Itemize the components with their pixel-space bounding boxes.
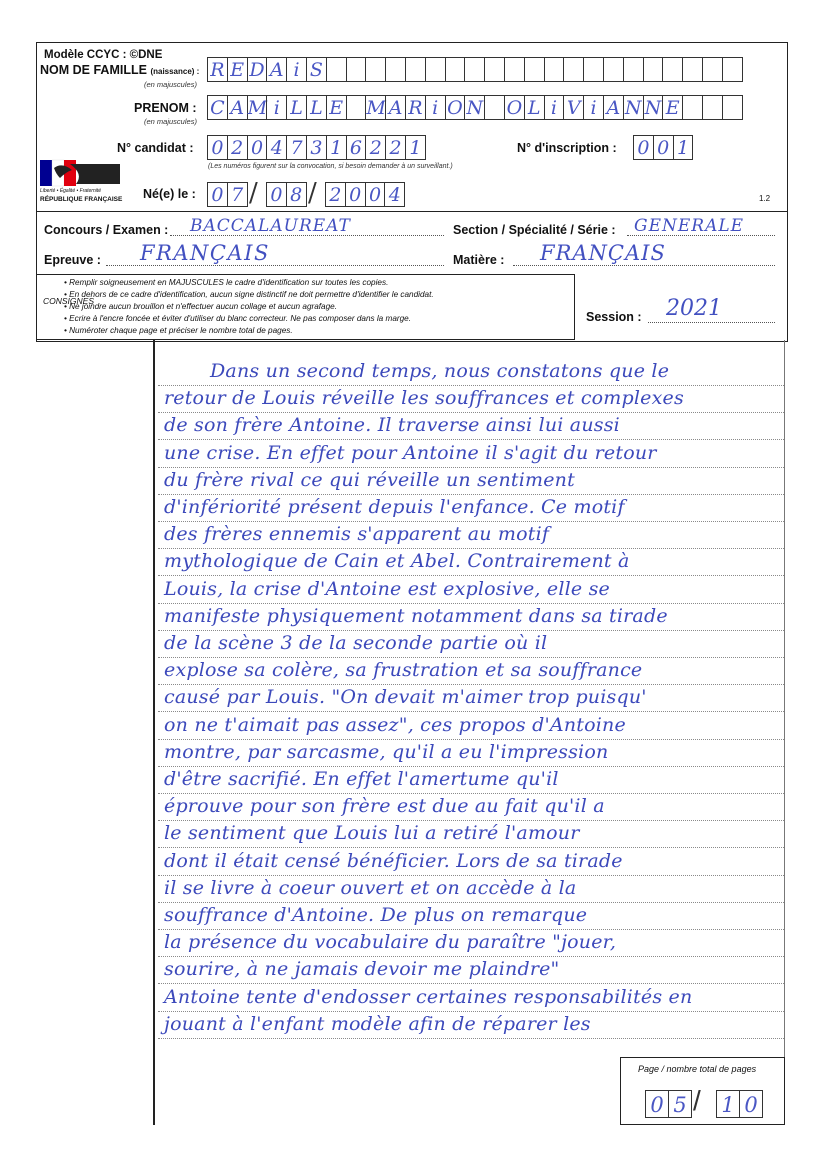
handwritten-line: éprouve pour son frère est due au fait qu'il a xyxy=(164,795,605,818)
char-cell[interactable] xyxy=(484,57,505,82)
char-cell[interactable]: 0 xyxy=(247,135,268,160)
page-current-digit[interactable]: 0 xyxy=(645,1090,669,1118)
concours-label: Concours / Examen : xyxy=(44,223,169,237)
handwritten-line: Antoine tente d'endosser certaines responsabilités en xyxy=(164,985,693,1008)
char-cell[interactable]: 2 xyxy=(325,182,346,207)
handwritten-line: Dans un second temps, nous constatons que le xyxy=(210,360,670,382)
page-separator: / xyxy=(693,1085,701,1116)
handwritten-line: du frère rival ce qui réveille un sentiment xyxy=(164,468,575,491)
char-cell[interactable]: 0 xyxy=(266,182,287,207)
char-cell[interactable]: S xyxy=(306,57,327,82)
section-value: GENERALE xyxy=(634,216,745,236)
char-cell[interactable] xyxy=(524,57,545,82)
ruled-line xyxy=(158,439,784,440)
char-cell[interactable]: 3 xyxy=(306,135,327,160)
char-cell[interactable]: N xyxy=(623,95,644,120)
page-label: Page / nombre total de pages xyxy=(638,1064,757,1074)
page-total-digit[interactable]: 1 xyxy=(716,1090,740,1118)
republic-motto: Liberté • Égalité • Fraternité xyxy=(40,188,102,194)
char-cell[interactable]: E xyxy=(227,57,248,82)
char-cell[interactable] xyxy=(346,95,367,120)
handwritten-line: souffrance d'Antoine. De plus on remarque xyxy=(164,904,588,926)
char-cell[interactable] xyxy=(346,57,367,82)
prenom-sub: (en majuscules) xyxy=(144,117,197,126)
char-cell[interactable]: i xyxy=(266,95,287,120)
ruled-line xyxy=(158,929,784,930)
nom-label-suffix: (naissance) : xyxy=(150,67,200,76)
nom-label-text: NOM DE FAMILLE xyxy=(40,63,147,77)
page-total-digit[interactable]: 0 xyxy=(739,1090,763,1118)
char-cell[interactable]: D xyxy=(247,57,268,82)
consigne-item: • Numéroter chaque page et préciser le nombre total de pages. xyxy=(64,326,293,335)
char-cell[interactable]: A xyxy=(603,95,624,120)
ruled-line xyxy=(158,1011,784,1012)
prenom-label: PRENOM : xyxy=(134,101,197,115)
republic-name: RÉPUBLIQUE FRANÇAISE xyxy=(40,196,123,203)
ruled-line xyxy=(158,793,784,794)
dob-day-field[interactable] xyxy=(207,182,247,207)
matiere-label: Matière : xyxy=(453,253,505,267)
session-line xyxy=(648,322,775,323)
char-cell[interactable]: 2 xyxy=(385,135,406,160)
char-cell[interactable] xyxy=(464,57,485,82)
handwritten-line: il se livre à coeur ouvert et on accède à la xyxy=(164,876,577,899)
epreuve-label: Epreuve : xyxy=(44,253,101,267)
ruled-line xyxy=(158,983,784,984)
matiere-value: FRANÇAIS xyxy=(540,241,666,265)
epreuve-line xyxy=(106,265,444,266)
handwritten-line: explose sa colère, sa frustration et sa souffrance xyxy=(164,659,643,682)
char-cell[interactable] xyxy=(682,95,703,120)
char-cell[interactable] xyxy=(385,57,406,82)
char-cell[interactable] xyxy=(445,57,466,82)
ruled-line xyxy=(158,603,784,604)
ruled-line xyxy=(158,739,784,740)
char-cell[interactable] xyxy=(662,57,683,82)
handwritten-line: une crise. En effet pour Antoine il s'agit du retour xyxy=(164,441,657,464)
char-cell[interactable] xyxy=(643,57,664,82)
char-cell[interactable] xyxy=(623,57,644,82)
handwritten-line: montre, par sarcasme, qu'il a eu l'impression xyxy=(164,740,609,763)
handwritten-line: de son frère Antoine. Il traverse ainsi lui aussi xyxy=(164,414,620,437)
concours-value: BACCALAUREAT xyxy=(190,216,351,236)
candidat-field[interactable] xyxy=(207,135,425,160)
handwritten-line: sourire, à ne jamais devoir me plaindre" xyxy=(164,958,560,981)
dob-month-field[interactable] xyxy=(266,182,306,207)
char-cell[interactable]: i xyxy=(583,95,604,120)
ruled-line xyxy=(158,657,784,658)
char-cell[interactable]: i xyxy=(425,95,446,120)
ruled-line xyxy=(158,467,784,468)
char-cell[interactable]: O xyxy=(504,95,525,120)
char-cell[interactable] xyxy=(504,57,525,82)
handwritten-line: la présence du vocabulaire du paraître "jouer, xyxy=(164,931,617,954)
char-cell[interactable] xyxy=(563,57,584,82)
ruled-line xyxy=(158,820,784,821)
handwritten-line: jouant à l'enfant modèle afin de réparer les xyxy=(164,1012,591,1035)
nom-field[interactable] xyxy=(207,57,742,82)
ruled-line xyxy=(158,956,784,957)
nom-sub: (en majuscules) xyxy=(144,80,197,89)
char-cell[interactable]: L xyxy=(524,95,545,120)
char-cell[interactable]: 4 xyxy=(266,135,287,160)
char-cell[interactable]: 8 xyxy=(286,182,307,207)
dob-separator-2: / xyxy=(308,178,317,208)
ruled-line xyxy=(158,711,784,712)
char-cell[interactable]: E xyxy=(326,95,347,120)
char-cell[interactable]: 6 xyxy=(346,135,367,160)
char-cell[interactable] xyxy=(544,57,565,82)
char-cell[interactable]: O xyxy=(445,95,466,120)
char-cell[interactable]: 0 xyxy=(207,135,228,160)
char-cell[interactable] xyxy=(722,95,743,120)
nom-label xyxy=(40,63,199,77)
handwritten-line: d'être sacrifié. En effet l'amertume qu'il xyxy=(164,768,559,790)
handwritten-line: le sentiment que Louis lui a retiré l'amour xyxy=(164,822,580,845)
char-cell[interactable]: N xyxy=(643,95,664,120)
page-current-digit[interactable]: 5 xyxy=(668,1090,692,1118)
char-cell[interactable]: 1 xyxy=(405,135,426,160)
char-cell[interactable]: N xyxy=(464,95,485,120)
session-value: 2021 xyxy=(666,296,722,321)
epreuve-value: FRANÇAIS xyxy=(140,241,270,265)
consigne-item: • Ecrire à l'encre foncée et éviter d'utiliser du blanc correcteur. Ne pas composer dans la marge. xyxy=(64,314,411,323)
char-cell[interactable]: A xyxy=(266,57,287,82)
ruled-line xyxy=(158,494,784,495)
prenom-field[interactable] xyxy=(207,95,742,120)
handwritten-line: mythologique de Cain et Abel. Contrairement à xyxy=(164,550,630,573)
char-cell[interactable]: 2 xyxy=(365,135,386,160)
ruled-line xyxy=(158,521,784,522)
handwritten-line: causé par Louis. "On devait m'aimer trop puisqu' xyxy=(164,686,647,709)
char-cell[interactable]: 0 xyxy=(207,182,228,207)
header-divider xyxy=(36,211,788,212)
consigne-item: • En dehors de ce cadre d'identification, aucun signe distinctif ne doit permettre d'identifier le candidat. xyxy=(64,290,434,299)
char-cell[interactable]: 7 xyxy=(227,182,248,207)
handwritten-line: manifeste physiquement notamment dans sa tirade xyxy=(164,604,668,627)
char-cell[interactable] xyxy=(365,57,386,82)
char-cell[interactable]: 2 xyxy=(227,135,248,160)
char-cell[interactable]: 0 xyxy=(653,135,674,160)
char-cell[interactable]: 0 xyxy=(633,135,654,160)
handwritten-line: d'infériorité présent depuis l'enfance. Ce motif xyxy=(164,496,625,518)
dob-separator-1: / xyxy=(249,178,258,208)
char-cell[interactable] xyxy=(326,57,347,82)
handwritten-line: on ne t'aimait pas assez", ces propos d'Antoine xyxy=(164,713,626,736)
inscription-field[interactable] xyxy=(633,135,692,160)
char-cell[interactable]: M xyxy=(366,97,386,119)
ruled-line xyxy=(158,875,784,876)
char-cell[interactable] xyxy=(682,57,703,82)
char-cell[interactable] xyxy=(603,57,624,82)
ruled-line xyxy=(158,766,784,767)
candidat-label: N° candidat : xyxy=(117,141,194,155)
char-cell[interactable] xyxy=(702,95,723,120)
char-cell[interactable]: 4 xyxy=(384,182,405,207)
dob-year-field[interactable] xyxy=(325,182,404,207)
char-cell[interactable]: 1 xyxy=(673,135,694,160)
char-cell[interactable] xyxy=(722,57,743,82)
char-cell[interactable]: i xyxy=(544,95,565,120)
model-label: Modèle CCYC : ©DNE xyxy=(44,49,163,61)
ruled-line xyxy=(158,412,784,413)
char-cell[interactable] xyxy=(405,57,426,82)
char-cell[interactable]: 0 xyxy=(365,182,386,207)
char-cell[interactable]: C xyxy=(207,95,228,120)
inscription-label: N° d'inscription : xyxy=(517,141,617,155)
char-cell[interactable]: E xyxy=(662,95,683,120)
char-cell[interactable]: i xyxy=(286,57,307,82)
char-cell[interactable] xyxy=(583,57,604,82)
char-cell[interactable] xyxy=(425,57,446,82)
handwritten-line: de la scène 3 de la seconde partie où il xyxy=(164,632,548,654)
marianne-icon xyxy=(40,158,124,188)
consigne-item: • Remplir soigneusement en MAJUSCULES le cadre d'identification sur toutes les copies. xyxy=(64,278,389,287)
margin-line xyxy=(153,340,155,1125)
section-label: Section / Spécialité / Série : xyxy=(453,223,616,237)
char-cell[interactable] xyxy=(702,57,723,82)
char-cell[interactable]: A xyxy=(227,95,248,120)
char-cell[interactable]: V xyxy=(563,95,584,120)
session-label: Session : xyxy=(586,310,642,324)
ruled-line xyxy=(158,385,784,386)
handwritten-line: Louis, la crise d'Antoine est explosive, elle se xyxy=(164,577,610,600)
marianne-logo xyxy=(40,158,124,206)
handwritten-line: retour de Louis réveille les souffrances et complexes xyxy=(164,387,684,410)
dob-label: Né(e) le : xyxy=(143,187,196,201)
ruled-line xyxy=(158,630,784,631)
right-border xyxy=(784,340,785,1125)
char-cell[interactable]: R xyxy=(207,57,228,82)
ruled-line xyxy=(158,1038,784,1039)
char-cell[interactable]: L xyxy=(286,95,307,120)
ruled-line xyxy=(158,575,784,576)
char-cell[interactable]: A xyxy=(385,95,406,120)
matiere-line xyxy=(513,265,775,266)
ruled-line xyxy=(158,847,784,848)
char-cell[interactable]: M xyxy=(247,97,268,119)
form-version: 1.2 xyxy=(759,194,771,203)
consignes-title: CONSIGNES xyxy=(43,296,95,306)
char-cell[interactable] xyxy=(484,95,505,120)
handwritten-line: dont il était censé bénéficier. Lors de sa tirade xyxy=(164,849,623,872)
ruled-line xyxy=(158,684,784,685)
char-cell[interactable]: 0 xyxy=(345,182,366,207)
char-cell[interactable]: R xyxy=(405,95,426,120)
char-cell[interactable]: 7 xyxy=(286,135,307,160)
ruled-line xyxy=(158,548,784,549)
ruled-line xyxy=(158,902,784,903)
candidat-note: (Les numéros figurent sur la convocation, si besoin demander à un surveillant.) xyxy=(208,163,453,170)
char-cell[interactable]: L xyxy=(306,95,327,120)
consigne-item: • Ne joindre aucun brouillon et n'effectuer aucun collage et aucun agrafage. xyxy=(64,302,337,311)
handwritten-line: des frères ennemis s'apparent au motif xyxy=(164,523,550,546)
char-cell[interactable]: 1 xyxy=(326,135,347,160)
